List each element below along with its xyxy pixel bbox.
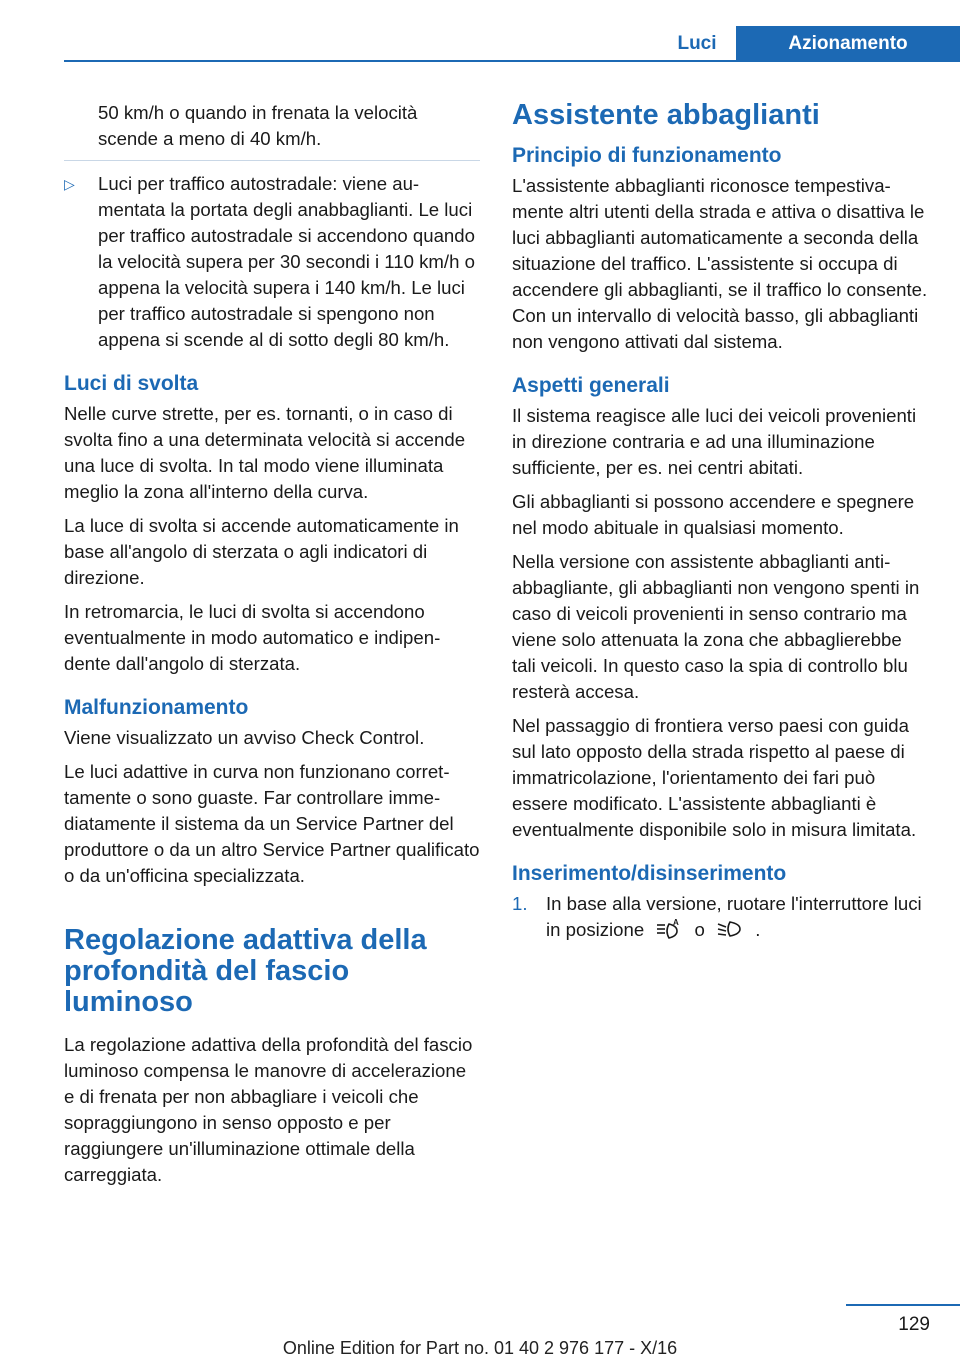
footer-rule	[846, 1304, 960, 1306]
paragraph: L'assistente abbaglianti riconosce tempestivamente altri utenti della strada e attiva o disattiva le luci abbaglianti automaticamente a seconda della situazione del traffico. L'assistente si occupa di accendere gli abbaglianti, se il traffico lo consente. Con un intervallo di velocità basso, gli abbaglianti non vengono attivati dal sistema.	[512, 175, 928, 352]
paragraph: Nella versione con assistente abbaglianti anti-abbagliante, gli abbaglianti non vengono spenti in caso di veicoli provenienti in senso contrario ma viene solo attenuata la zona che abbaglierebbe tali veicoli. In questo caso la spia di controllo blu resterà accesa.	[512, 551, 920, 702]
list-item	[64, 171, 480, 353]
triangle-bullet-icon: ▷	[64, 176, 75, 192]
svg-text:A: A	[673, 918, 680, 927]
low-beam-icon	[716, 918, 744, 940]
paragraph: Il sistema reagisce alle luci dei veicoli provenienti in direzione contraria e ad una illuminazione sufficiente, per es. nei centri abitati.	[512, 405, 917, 478]
heading-regolazione-adattiva: Regolazione adattiva della profondità del fascio luminoso	[64, 924, 427, 1018]
paragraph: La luce di svolta si accende automaticamente in base all'angolo di sterzata o agli indicatori di direzione.	[64, 515, 459, 588]
paragraph: Gli abbaglianti si possono accendere e spegnere nel modo abituale in qualsiasi momento.	[512, 491, 915, 538]
step-text: In base alla versione, ruotare l'interruttore luci in posizione	[546, 893, 922, 940]
paragraph: In retromarcia, le luci di svolta si accendono eventualmente in modo automatico e indipendente dall'angolo di sterzata.	[64, 601, 441, 674]
heading-aspetti-generali: Aspetti generali	[512, 374, 670, 397]
list-divider	[64, 160, 480, 161]
list-item-text: Luci per traffico autostradale: viene aumentata la portata degli anabbaglianti. Le luci per traffico autostradale si accendono quando la velocità supera per 30 secondi i 110 km/h o appena la velocità supera i 140 km/h. Le luci per traffico autostradale si spengono non appena si scende al di sotto degli 80 km/h.	[98, 173, 475, 350]
paragraph: La regolazione adattiva della profondità del fascio luminoso compensa le manovre di accelerazione e di frenata per non abbagliare i veicoli che sopraggiungono in senso opposto e per raggiungere un'illuminazione ottimale della carreggiata.	[64, 1034, 473, 1185]
right-column	[512, 100, 930, 943]
paragraph: Le luci adattive in curva non funzionano correttamente o sono guaste. Far controllare immediatamente il sistema da un Service Partner del produttore o da un altro Service Partner qualificato o da un'officina specializzata.	[64, 761, 480, 886]
heading-inserimento: Inserimento/disinserimento	[512, 862, 787, 885]
paragraph: Nelle curve strette, per es. tornanti, o in caso di svolta fino a una determinata velocità si accende una luce di svolta. In tal modo viene illuminata meglio la zona all'interno della curva.	[64, 403, 466, 502]
numbered-step	[512, 891, 930, 943]
step-end-text: .	[755, 919, 761, 940]
heading-principio: Principio di funzionamento	[512, 144, 782, 167]
heading-luci-di-svolta: Luci di svolta	[64, 372, 199, 395]
left-column	[64, 100, 480, 1196]
step-or-text: o	[694, 919, 705, 940]
heading-malfunzionamento: Malfunzionamento	[64, 696, 249, 719]
step-number: 1.	[512, 893, 528, 914]
continued-paragraph: 50 km/h o quando in frenata la velocità scende a meno di 40 km/h.	[98, 102, 418, 149]
paragraph: Viene visualizzato un avviso Check Control.	[64, 727, 425, 748]
auto-headlight-icon	[655, 918, 683, 940]
heading-assistente-abbaglianti: Assistente abbaglianti	[512, 99, 820, 131]
page-number: 129	[898, 1314, 930, 1335]
header-chapter-tab[interactable]: Azionamento	[736, 26, 960, 62]
header-section-tab[interactable]: Luci	[677, 33, 717, 54]
footer-edition: Online Edition for Part no. 01 40 2 976 177 - X/16	[282, 1338, 678, 1358]
paragraph: Nel passaggio di frontiera verso paesi con guida sul lato opposto della strada rispetto al paese di immatricolazione, l'orientamento dei fari può essere modificato. L'assistente abbaglianti è eventualmente disponibile solo in misura limitata.	[512, 715, 917, 840]
